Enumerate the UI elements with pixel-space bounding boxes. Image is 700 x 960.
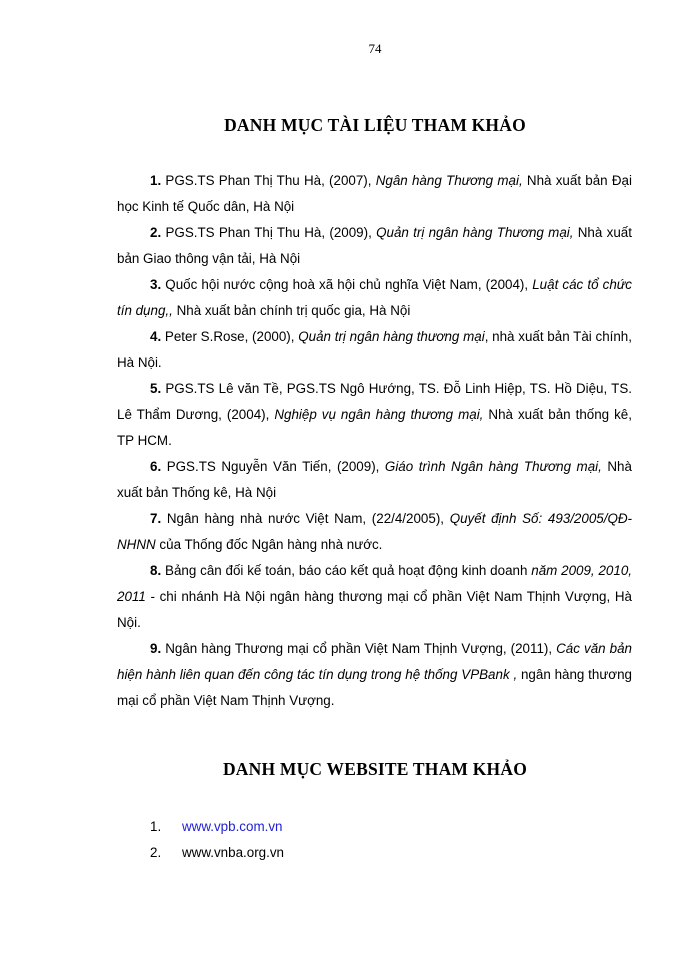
reference-item — [117, 272, 632, 324]
reference-list — [117, 168, 632, 714]
reference-item — [117, 220, 632, 272]
website-number: 1. — [150, 819, 162, 834]
websites-heading: DANH MỤC WEBSITE THAM KHẢO — [222, 759, 528, 779]
reference-publisher: của Thống đốc Ngân hàng nhà nước. — [159, 537, 383, 552]
reference-text: PGS.TS Nguyễn Văn Tiến, (2009), — [166, 459, 380, 474]
reference-item — [117, 506, 632, 558]
reference-title: Quyết định Số: 493/2005/QĐ-NHNN — [117, 511, 632, 552]
reference-title: Giáo trình Ngân hàng Thương mại, — [384, 459, 602, 474]
reference-item — [117, 324, 632, 376]
reference-number: 4. — [150, 329, 162, 344]
reference-title: Ngân hàng Thương mại, — [375, 173, 523, 188]
reference-text: PGS.TS Phan Thị Thu Hà, (2007), — [165, 173, 372, 188]
reference-title: năm 2009, 2010, 2011 — [117, 563, 632, 604]
reference-number: 5. — [150, 381, 162, 396]
reference-publisher: Nhà xuất bản chính trị quốc gia, Hà Nội — [176, 303, 411, 318]
reference-text: Ngân hàng Thương mại cổ phần Việt Nam Thịnh Vượng, (2011), — [165, 641, 553, 656]
reference-publisher: Nhà xuất bản Giao thông vận tải, Hà Nội — [117, 225, 632, 266]
reference-item — [117, 558, 632, 636]
reference-title: Các văn bản hiện hành liên quan đến công tác tín dụng trong hệ thống VPBank , — [117, 641, 632, 682]
page-number: 74 — [368, 41, 382, 56]
reference-number: 9. — [150, 641, 162, 656]
reference-number: 1. — [150, 173, 162, 188]
reference-text: PGS.TS Phan Thị Thu Hà, (2009), — [165, 225, 372, 240]
reference-publisher: Nhà xuất bản Thống kê, Hà Nội — [117, 459, 632, 500]
reference-item — [117, 636, 632, 714]
references-heading: DANH MỤC TÀI LIỆU THAM KHẢO — [224, 115, 526, 135]
website-text-vnba: www.vnba.org.vn — [182, 845, 284, 860]
reference-item — [117, 454, 632, 506]
reference-title: Luật các tổ chức tín dụng,, — [117, 277, 632, 318]
reference-text: Quốc hội nước cộng hoà xã hội chủ nghĩa Việt Nam, (2004), — [165, 277, 529, 292]
reference-publisher: Nhà xuất bản thống kê, TP HCM. — [117, 407, 632, 448]
reference-item — [117, 376, 632, 454]
reference-item — [117, 168, 632, 220]
reference-number: 6. — [150, 459, 162, 474]
reference-number: 8. — [150, 563, 162, 578]
reference-number: 2. — [150, 225, 162, 240]
reference-title: Nghiệp vụ ngân hàng thương mại, — [274, 407, 484, 422]
website-item — [150, 840, 284, 866]
reference-text: Ngân hàng nhà nước Việt Nam, (22/4/2005), — [166, 511, 444, 526]
reference-publisher: ngân hàng thương mại cổ phần Việt Nam Thịnh Vượng. — [117, 667, 632, 708]
website-link-vpb[interactable]: www.vpb.com.vn — [182, 819, 283, 834]
website-list — [150, 814, 284, 866]
reference-publisher: Nhà xuất bản Đại học Kinh tế Quốc dân, Hà Nội — [117, 173, 632, 214]
reference-publisher: - chi nhánh Hà Nội ngân hàng thương mại cổ phần Việt Nam Thịnh Vượng, Hà Nội. — [117, 589, 632, 630]
reference-title: Quản trị ngân hàng thương mại — [298, 329, 485, 344]
reference-number: 7. — [150, 511, 162, 526]
reference-text: PGS.TS Lê văn Tề, PGS.TS Ngô Hướng, TS. Đỗ Linh Hiệp, TS. Hồ Diệu, TS. Lê Thẩm Dương, (2004), — [117, 381, 632, 422]
reference-text: Bảng cân đối kế toán, báo cáo kết quả hoạt động kinh doanh — [165, 563, 528, 578]
reference-publisher: , nhà xuất bản Tài chính, Hà Nội. — [117, 329, 632, 370]
reference-number: 3. — [150, 277, 162, 292]
website-number: 2. — [150, 845, 162, 860]
website-item — [150, 814, 284, 840]
reference-text: Peter S.Rose, (2000), — [164, 329, 295, 344]
reference-title: Quản trị ngân hàng Thương mại, — [376, 225, 574, 240]
